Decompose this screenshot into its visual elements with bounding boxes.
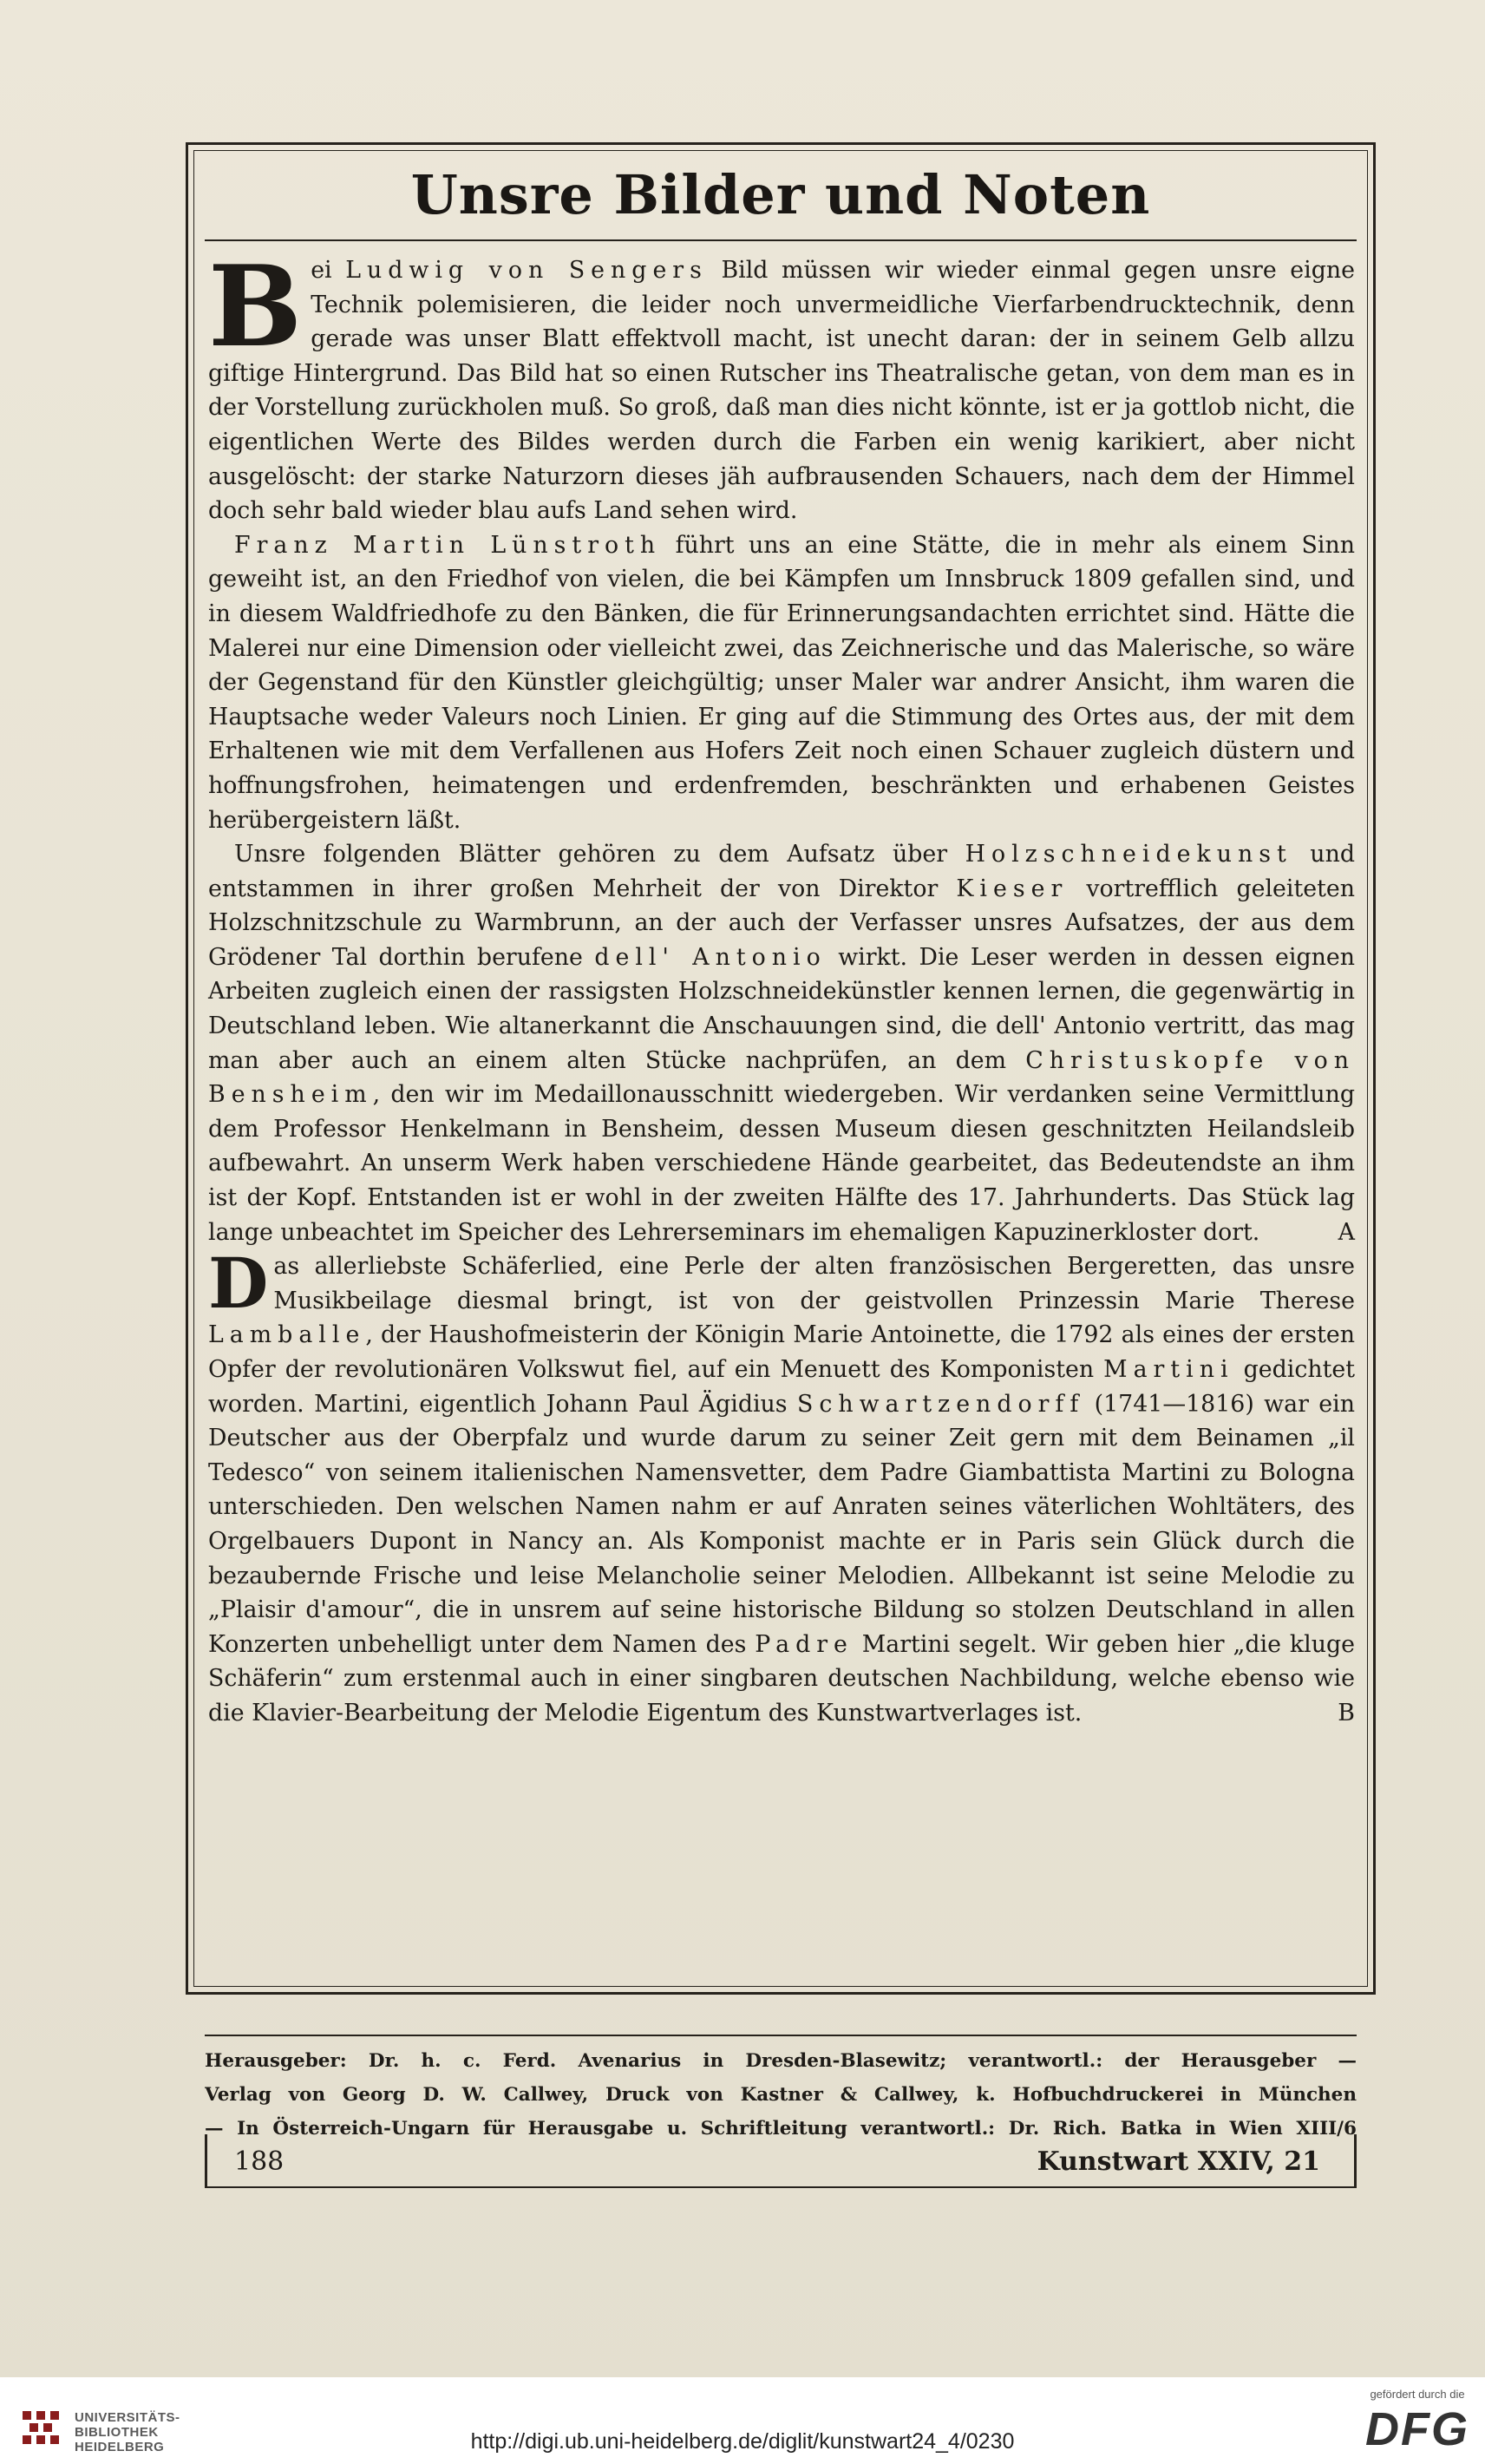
article-body xyxy=(208,242,1356,1731)
sponsor-label: gefördert durch die xyxy=(1370,2388,1465,2401)
text-run: , den wir im Medaillonausschnitt wiedergeben. Wir verdanken seine Vermittlung dem Professor Henkelmann in Bensheim, dessen Museum diesen geschnitzten Heilandsleib aufbewahrt. An unserm Werk haben verschiedene Hände gearbeitet, das Bedeutendste an ihm ist der Kopf. Entstanden ist er wohl in der zweiten Hälfte des 17. Jahrhunderts. Das Stück lag lange unbeachtet im Speicher des Lehrerseminars im ehemaligen Kapuzinerkloster dort. xyxy=(208,1081,1355,1246)
text-run: ei xyxy=(311,257,346,284)
library-line: BIBLIOTHEK xyxy=(75,2425,159,2440)
dropcap-b: B xyxy=(208,242,303,372)
paragraph-schaeferlied xyxy=(208,1242,1355,1730)
emphasis-schwartzendorff: Schwartzendorff xyxy=(796,1390,1085,1418)
text-run: gedichtet worden. Martini, eigentlich Johann Paul Ägidius xyxy=(208,1356,1355,1418)
dfg-logo: DFG xyxy=(1365,2403,1469,2455)
dropcap-d: D xyxy=(208,1242,269,1325)
imprint xyxy=(205,2044,1357,2146)
imprint-divider xyxy=(205,2035,1357,2036)
imprint-line: Verlag von Georg D. W. Callwey, Druck von Kastner & Callwey, k. Hofbuchdruckerei in München xyxy=(205,2084,1357,2106)
paragraph-senger xyxy=(208,242,1356,528)
paragraph-holzschnitt xyxy=(208,837,1355,1249)
text-run: und entstammen in ihrer großen Mehrheit der von Direktor xyxy=(208,841,1355,902)
emphasis-padre: Padre xyxy=(755,1630,854,1658)
imprint-line: — In Österreich-Ungarn für Herausgabe u. Schriftleitung verantwortl.: Dr. Rich. Batka in Wien XIII/6 xyxy=(205,2118,1357,2140)
imprint-line: Herausgeber: Dr. h. c. Ferd. Avenarius in Dresden-Blasewitz; verantwortl.: der Herausgeber — xyxy=(205,2050,1357,2072)
text-run: as allerliebste Schäferlied, eine Perle der alten französischen Bergeretten, das unsre Musikbeilage diesmal bringt, ist von der geistvollen Prinzessin Marie Therese xyxy=(273,1253,1355,1314)
paragraph-luenstroth xyxy=(208,528,1355,837)
sponsor xyxy=(1365,2388,1469,2454)
page-title: Unsre Bilder und Noten xyxy=(410,163,1151,226)
emphasis-holzschneidekunst: Holzschneidekunst xyxy=(965,841,1292,868)
text-run: Unsre folgenden Blätter gehören zu dem Aufsatz über xyxy=(234,841,965,868)
emphasis-lamballe: Lamballe xyxy=(208,1321,366,1349)
library-line: UNIVERSITÄTS- xyxy=(75,2410,180,2425)
emphasis-kieser: Kieser xyxy=(956,875,1069,902)
emphasis-dell-antonio: dell' Antonio xyxy=(594,943,827,971)
emphasis-martini: Martini xyxy=(1103,1356,1234,1383)
text-run: führt uns an eine Stätte, die in mehr als einem Sinn geweiht ist, an den Friedhof von vielen, die bei Kämpfen um Innsbruck 1809 gefallen sind, und in diesem Waldfriedhofe zu den Bänken, die für Erinnerungsandachten errichtet sind. Hätte die Malerei nur eine Dimension oder vielleicht zwei, das Zeichnerische und das Malerische, so wäre der Gegenstand für den Künstler gleichgültig; unser Maler war andrer Ansicht, ihm waren die Hauptsache weder Valeurs noch Linien. Er ging auf die Stimmung des Ortes aus, der mit dem Erhaltenen wie mit dem Verfallenen aus Hofers Zeit noch einen Schauer zugleich düstern und hoffnungsfrohen, heimatengen und erdenfremden, beschränkten und erhabenen Geistes herübergeistern läßt. xyxy=(208,531,1356,834)
page-number: 188 xyxy=(234,2146,285,2177)
journal-reference: Kunstwart XXIV, 21 xyxy=(1037,2146,1320,2177)
author-signature-b: B xyxy=(1338,1699,1355,1727)
permalink-url[interactable]: http://digi.ub.uni-heidelberg.de/diglit/kunstwart24_4/0230 xyxy=(470,2429,1015,2454)
text-run: Bild müssen wir wieder einmal gegen unsre eigne Technik polemisieren, die leider noch unvermeidliche Vierfarbendrucktechnik, denn gerade was unser Blatt effektvoll macht, ist unecht daran: der in seinem Gelb allzu giftige Hintergrund. Das Bild hat so einen Rutscher ins Theatralische getan, von dem man es in der Vorstellung zurückholen muß. So groß, daß man dies nicht könnte, ist er ja gottlob nicht, die eigentlichen Werte des Bildes werden durch die Farben ein wenig karikiert, aber nicht ausgelöscht: der starke Naturzorn dieses jäh aufbrausenden Schauers, nach dem der Himmel doch sehr bald wieder blau aufs Land sehen wird. xyxy=(208,257,1356,525)
text-run: (1741—1816) war ein Deutscher aus der Oberpfalz und wurde darum zu seiner Zeit gern mit dem Beinamen „il Tedesco“ von seinem italienischen Namensvetter, dem Padre Giambattista Martini zu Bologna unterschieden. Den welschen Namen nahm er auf Anraten seines väterlichen Wohltäters, des Orgelbauers Dupont in Nancy an. Als Komponist machte er in Paris sein Glück durch die bezaubernde Frische und leise Melancholie seiner Melodien. Allbekannt ist seine Melodie zu „Plaisir d'amour“, die in unsrem auf seine historische Bildung so stolzen Deutschland in allen Konzerten unbehelligt unter dem Namen des xyxy=(208,1390,1355,1658)
text-run: vortrefflich geleiteten Holzschnitzschule zu Warmbrunn, an der auch der Verfasser unsres Aufsatzes, der aus dem Grödener Tal dorthin berufene xyxy=(208,875,1355,971)
digitization-bar xyxy=(0,2377,1485,2464)
library-line: HEIDELBERG xyxy=(75,2440,165,2454)
text-run: , der Haushofmeisterin der Königin Marie Antoinette, die 1792 als eines der ersten Opfer der revolutionären Volkswut fiel, auf ein Menuett des Komponisten xyxy=(208,1321,1355,1383)
author-signature-a: A xyxy=(1338,1218,1355,1246)
artist-name-senger: Ludwig von Sengers xyxy=(345,257,708,284)
text-run: Martini segelt. Wir geben hier „die kluge Schäferin“ zum erstenmal auch in einer singbaren deutschen Nachbildung, welche ebenso wie die Klavier-Bearbeitung der Melodie Eigentum des Kunstwartverlages ist. xyxy=(208,1630,1355,1727)
artist-name-luenstroth: Franz Martin Lünstroth xyxy=(234,531,662,559)
text-run: wirkt. Die Leser werden in dessen eignen Arbeiten zugleich einen der rassigsten Holzschneidekünstler kennen lernen, die gegenwärtig in Deutschland leben. Wie altanerkannt die Anschauungen sind, die dell' Antonio vertritt, das mag man aber auch an einem alten Stücke nachprüfen, an dem xyxy=(208,943,1355,1074)
emphasis-christuskopf: Christuskopfe von Bensheim xyxy=(208,1046,1355,1109)
title-divider xyxy=(205,239,1357,241)
